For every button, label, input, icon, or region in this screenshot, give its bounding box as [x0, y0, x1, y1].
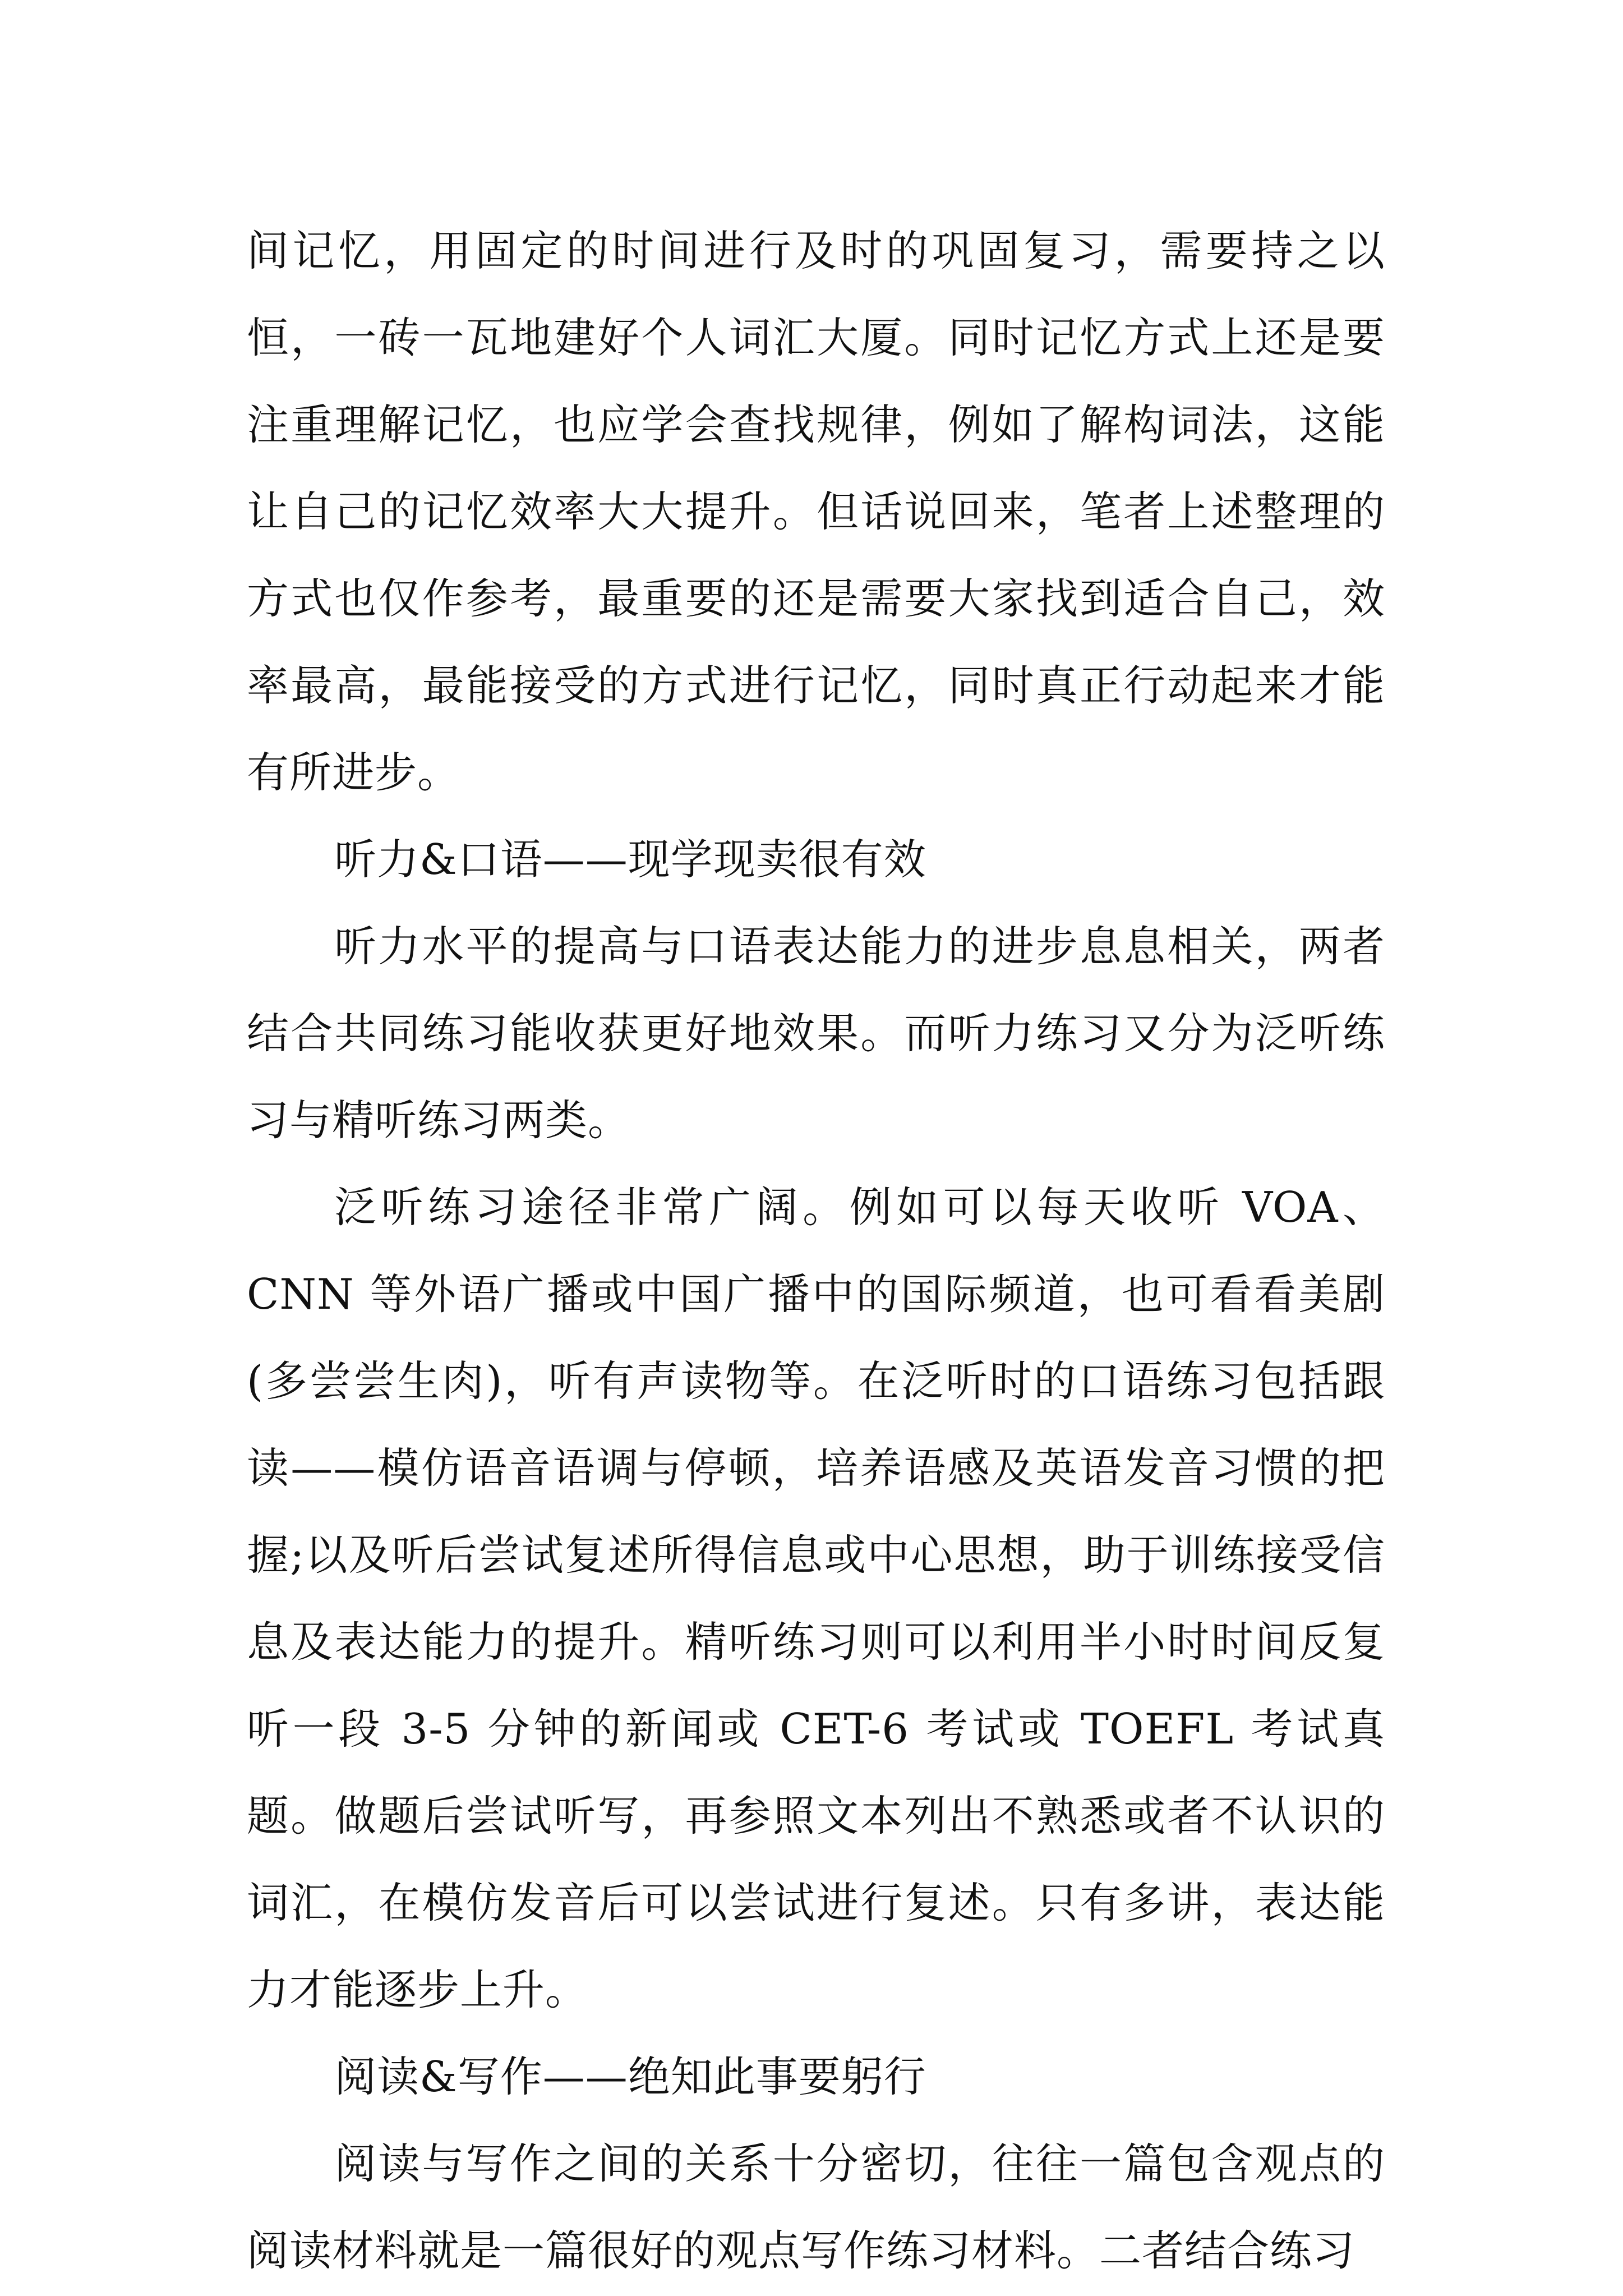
section-heading-listening-speaking: 听力&口语——现学现卖很有效 — [334, 835, 926, 884]
paragraph-listening-methods: 泛听练习途径非常广阔。例如可以每天收听 VOA、CNN 等外语广播或中国广播中的国际频道，也可看看美剧(多尝尝生肉)，听有声读物等。在泛听时的口语练习包括跟读——模仿语音语调与停顿，培养语感及英语发音习惯的把握;以及听后尝试复述所得信息或中心思想，助于训练接受信息及表达能力的提升。精听练习则可以利用半小时时间反复听一段 3-5 分钟的新闻或 CET-6 考试或 TOEFL 考试真题。做题后尝试听写，再参照文本列出不熟悉或者不认识的词汇，在模仿发音后可以尝试进行复述。只有多讲，表达能力才能逐步上升。 — [247, 1182, 1385, 2014]
document-body — [247, 208, 1385, 2294]
paragraph-listening-speaking-intro: 听力水平的提高与口语表达能力的进步息息相关，两者结合共同练习能收获更好地效果。而听力练习又分为泛听练习与精听练习两类。 — [247, 922, 1385, 1145]
section-heading-reading-writing: 阅读&写作——绝知此事要躬行 — [334, 2052, 926, 2101]
paragraph-memory-closing: 间记忆，用固定的时间进行及时的巩固复习，需要持之以恒，一砖一瓦地建好个人词汇大厦。同时记忆方式上还是要注重理解记忆，也应学会查找规律，例如了解构词法，这能让自己的记忆效率大大提升。但话说回来，笔者上述整理的方式也仅作参考，最重要的还是需要大家找到适合自己，效率最高，最能接受的方式进行记忆，同时真正行动起来才能有所进步。 — [247, 226, 1385, 797]
paragraph-reading-writing-intro: 阅读与写作之间的关系十分密切，往往一篇包含观点的阅读材料就是一篇很好的观点写作练习材料。二者结合练习 — [247, 2139, 1385, 2275]
